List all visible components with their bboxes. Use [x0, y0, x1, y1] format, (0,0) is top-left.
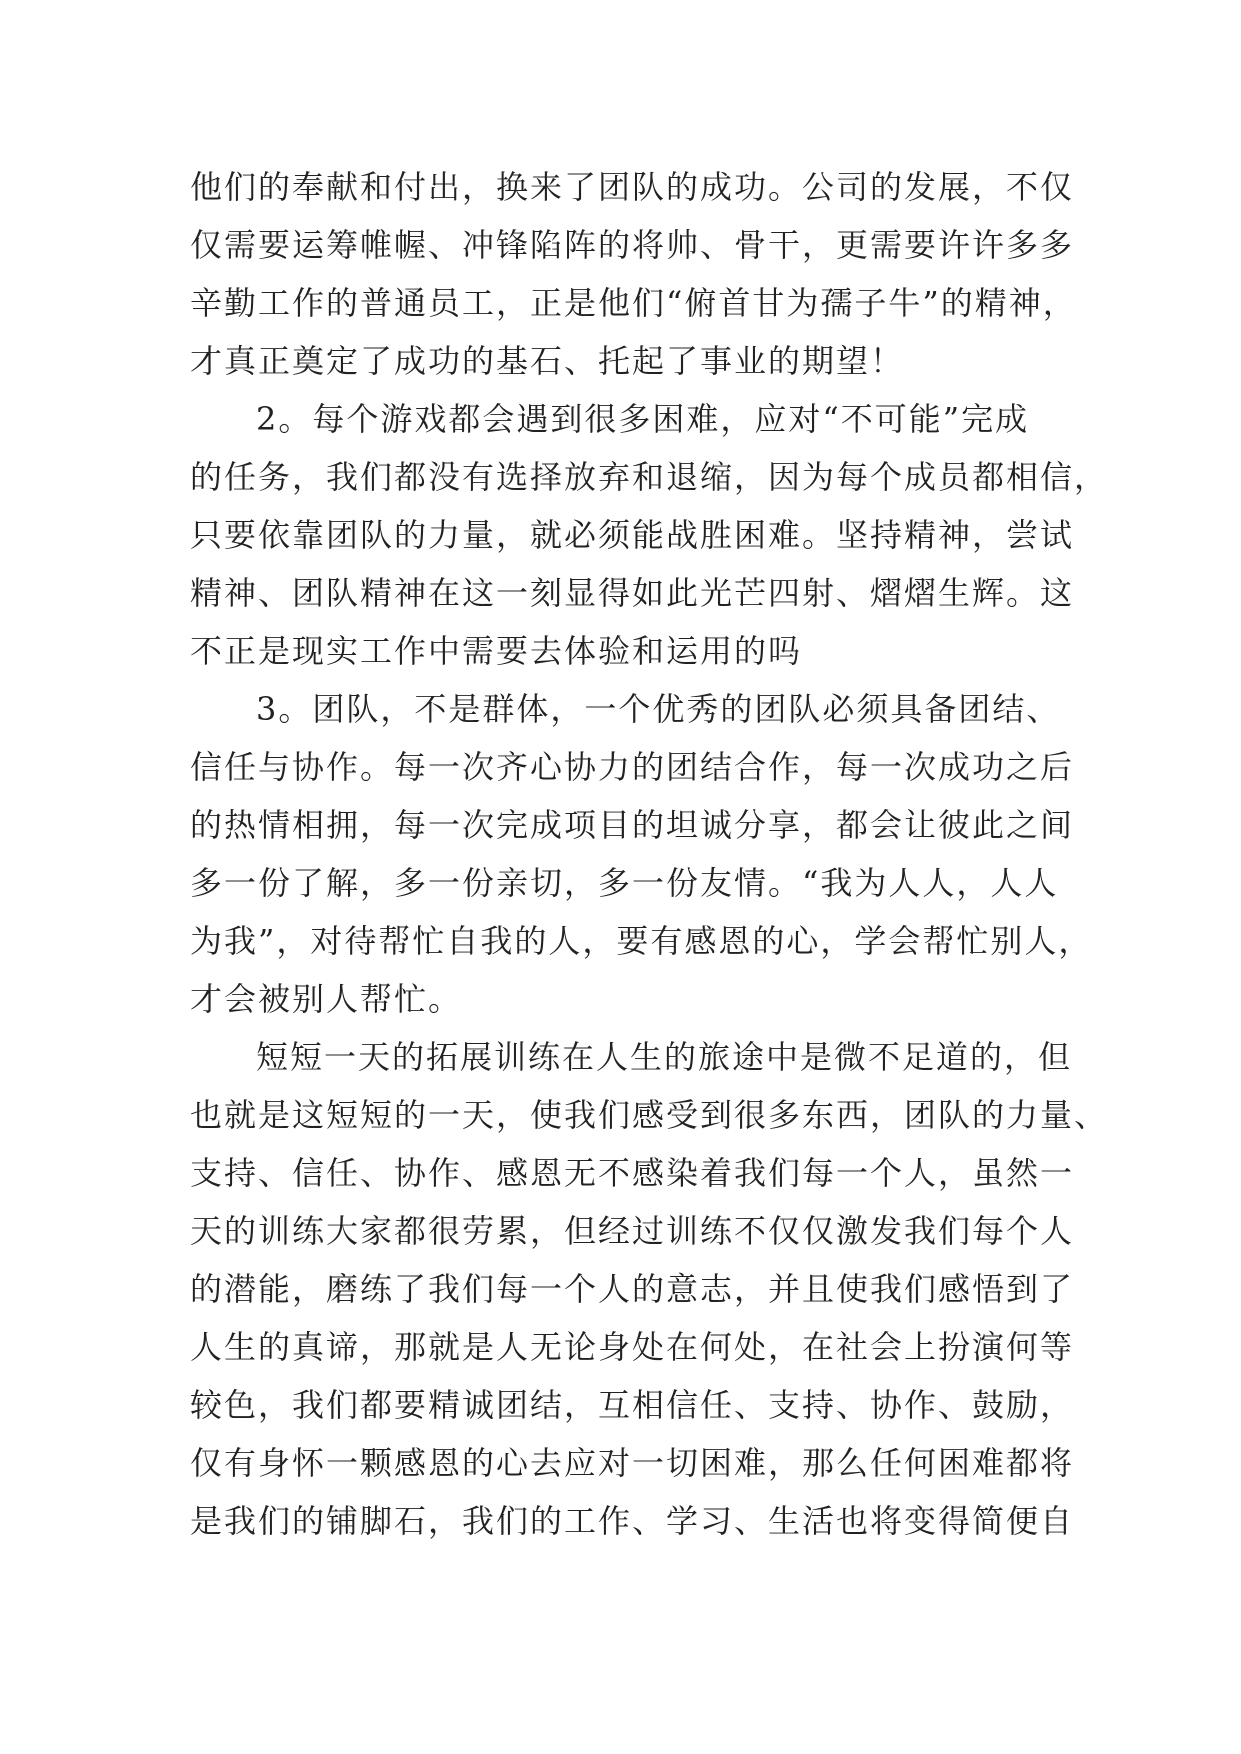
text-line: 只要依靠团队的力量，就必须能战胜困难。坚持精神，尝试 — [190, 516, 1075, 554]
text-line: 不正是现实工作中需要去体验和运用的吗 — [190, 632, 803, 670]
text-line: 精神、团队精神在这一刻显得如此光芒四射、熠熠生辉。这 — [190, 574, 1075, 612]
text-line: 较色，我们都要精诚团结，互相信任、支持、协作、鼓励， — [190, 1386, 1075, 1424]
text-line: 才会被别人帮忙。 — [190, 980, 463, 1018]
text-line: 3。团队，不是群体，一个优秀的团队必须具备团结、 — [256, 690, 1061, 728]
text-line: 多一份了解，多一份亲切，多一份友情。“我为人人，人人 — [190, 864, 1059, 902]
paragraph-3 — [190, 680, 1093, 1028]
text-line: 信任与协作。每一次齐心协力的团结合作，每一次成功之后 — [190, 748, 1075, 786]
paragraph-4 — [190, 1028, 1109, 1550]
text-line: 的热情相拥，每一次完成项目的坦诚分享，都会让彼此之间 — [190, 806, 1075, 844]
text-line: 支持、信任、协作、感恩无不感染着我们每一个人，虽然一 — [190, 1154, 1075, 1192]
text-line: 短短一天的拓展训练在人生的旅途中是微不足道的，但 — [256, 1038, 1073, 1076]
text-line: 是我们的铺脚石，我们的工作、学习、生活也将变得简便自 — [190, 1502, 1075, 1540]
document-body — [190, 158, 1109, 1550]
text-line: 天的训练大家都很劳累，但经过训练不仅仅激发我们每个人 — [190, 1212, 1075, 1250]
text-line: 仅有身怀一颗感恩的心去应对一切困难，那么任何困难都将 — [190, 1444, 1075, 1482]
text-line: 他们的奉献和付出，换来了团队的成功。公司的发展，不仅 — [190, 168, 1075, 206]
text-line: 才真正奠定了成功的基石、托起了事业的期望！ — [190, 342, 905, 380]
text-line: 的潜能，磨练了我们每一个人的意志，并且使我们感悟到了 — [190, 1270, 1075, 1308]
text-line: 为我”，对待帮忙自我的人，要有感恩的心，学会帮忙别人， — [190, 922, 1093, 960]
text-line: 人生的真谛，那就是人无论身处在何处，在社会上扮演何等 — [190, 1328, 1075, 1366]
text-line: 也就是这短短的一天，使我们感受到很多东西，团队的力量、 — [190, 1096, 1109, 1134]
text-line: 的任务，我们都没有选择放弃和退缩，因为每个成员都相信， — [190, 458, 1109, 496]
text-line: 辛勤工作的普通员工，正是他们“俯首甘为孺子牛”的精神， — [190, 284, 1077, 322]
text-line: 仅需要运筹帷幄、冲锋陷阵的将帅、骨干，更需要许许多多 — [190, 226, 1075, 264]
paragraph-1 — [190, 158, 1077, 390]
paragraph-2 — [190, 390, 1109, 680]
text-line: 2。每个游戏都会遇到很多困难，应对“不可能”完成 — [256, 400, 1030, 438]
